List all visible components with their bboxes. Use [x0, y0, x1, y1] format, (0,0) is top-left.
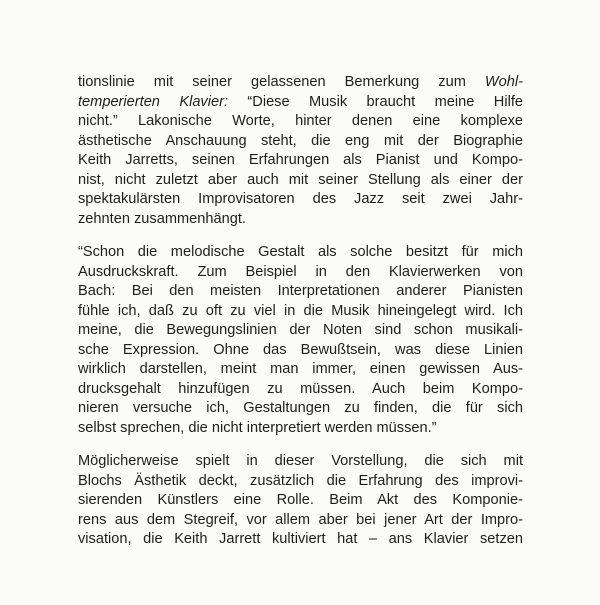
text-line	[78, 93, 523, 113]
text-line: spektakulärsten Improvisatoren des Jazz seit zwei Jahr-	[78, 191, 523, 207]
italic-run: temperierten Klavier:	[78, 93, 229, 110]
text-line: drucksgehalt hinzufügen zu müssen. Auch beim Kompo-	[78, 380, 523, 397]
text-run: tionslinie mit seiner gelassenen Bemerkung zum	[78, 74, 485, 90]
text-line: sche Expression. Ohne das Bewußtsein, was diese Linien	[78, 341, 523, 358]
text-line: Möglicherweise spielt in dieser Vorstellung, die sich mit	[78, 453, 523, 469]
text-line: Keith Jarretts, seinen Erfahrungen als Pianist und Kompo-	[78, 152, 523, 168]
text-line: nist, nicht zuletzt aber auch mit seiner Stellung als einer der	[78, 171, 523, 188]
text-line: Blochs Ästhetik deckt, zusätzlich die Erfahrung des improvi-	[78, 472, 523, 489]
text-line: rens aus dem Stegreif, vor allem aber bei jener Art der Impro-	[78, 511, 523, 528]
text-block	[78, 73, 523, 550]
text-line: sierenden Künstlers eine Rolle. Beim Akt des Komponie-	[78, 492, 523, 508]
italic-run: Wohl-	[484, 74, 523, 90]
paragraph-2	[78, 243, 523, 438]
text-line: meine, die Bewegungslinien der Noten sind schon musikali-	[78, 322, 523, 338]
text-run: “Diese Musik braucht meine Hilfe	[228, 93, 523, 110]
text-line: Bach: Bei den meisten Interpretationen anderer Pianisten	[78, 283, 523, 299]
text-line: nicht.” Lakonische Worte, hinter denen eine komplexe	[78, 113, 523, 129]
text-line: wirklich darstellen, meint man immer, einen gewissen Aus-	[78, 361, 523, 377]
text-line: nieren versuche ich, Gestaltungen zu finden, die für sich	[78, 400, 523, 416]
text-line: fühle ich, daß zu oft zu viel in die Musik hineingelegt wird. Ich	[78, 302, 523, 319]
text-line: zehnten zusammenhängt.	[78, 210, 246, 227]
text-line	[78, 73, 523, 93]
paragraph-3	[78, 452, 523, 550]
text-line: visation, die Keith Jarrett kultiviert hat – ans Klavier setzen	[78, 531, 523, 547]
text-line: “Schon die melodische Gestalt als solche besitzt für mich	[78, 244, 523, 260]
text-line: ästhetische Anschauung steht, die eng mit der Biographie	[78, 132, 523, 149]
text-line: selbst sprechen, die nicht interpretiert werden müssen.”	[78, 419, 437, 436]
text-line: Ausdruckskraft. Zum Beispiel in den Klavierwerken von	[78, 263, 523, 280]
paragraph-1	[78, 73, 523, 229]
